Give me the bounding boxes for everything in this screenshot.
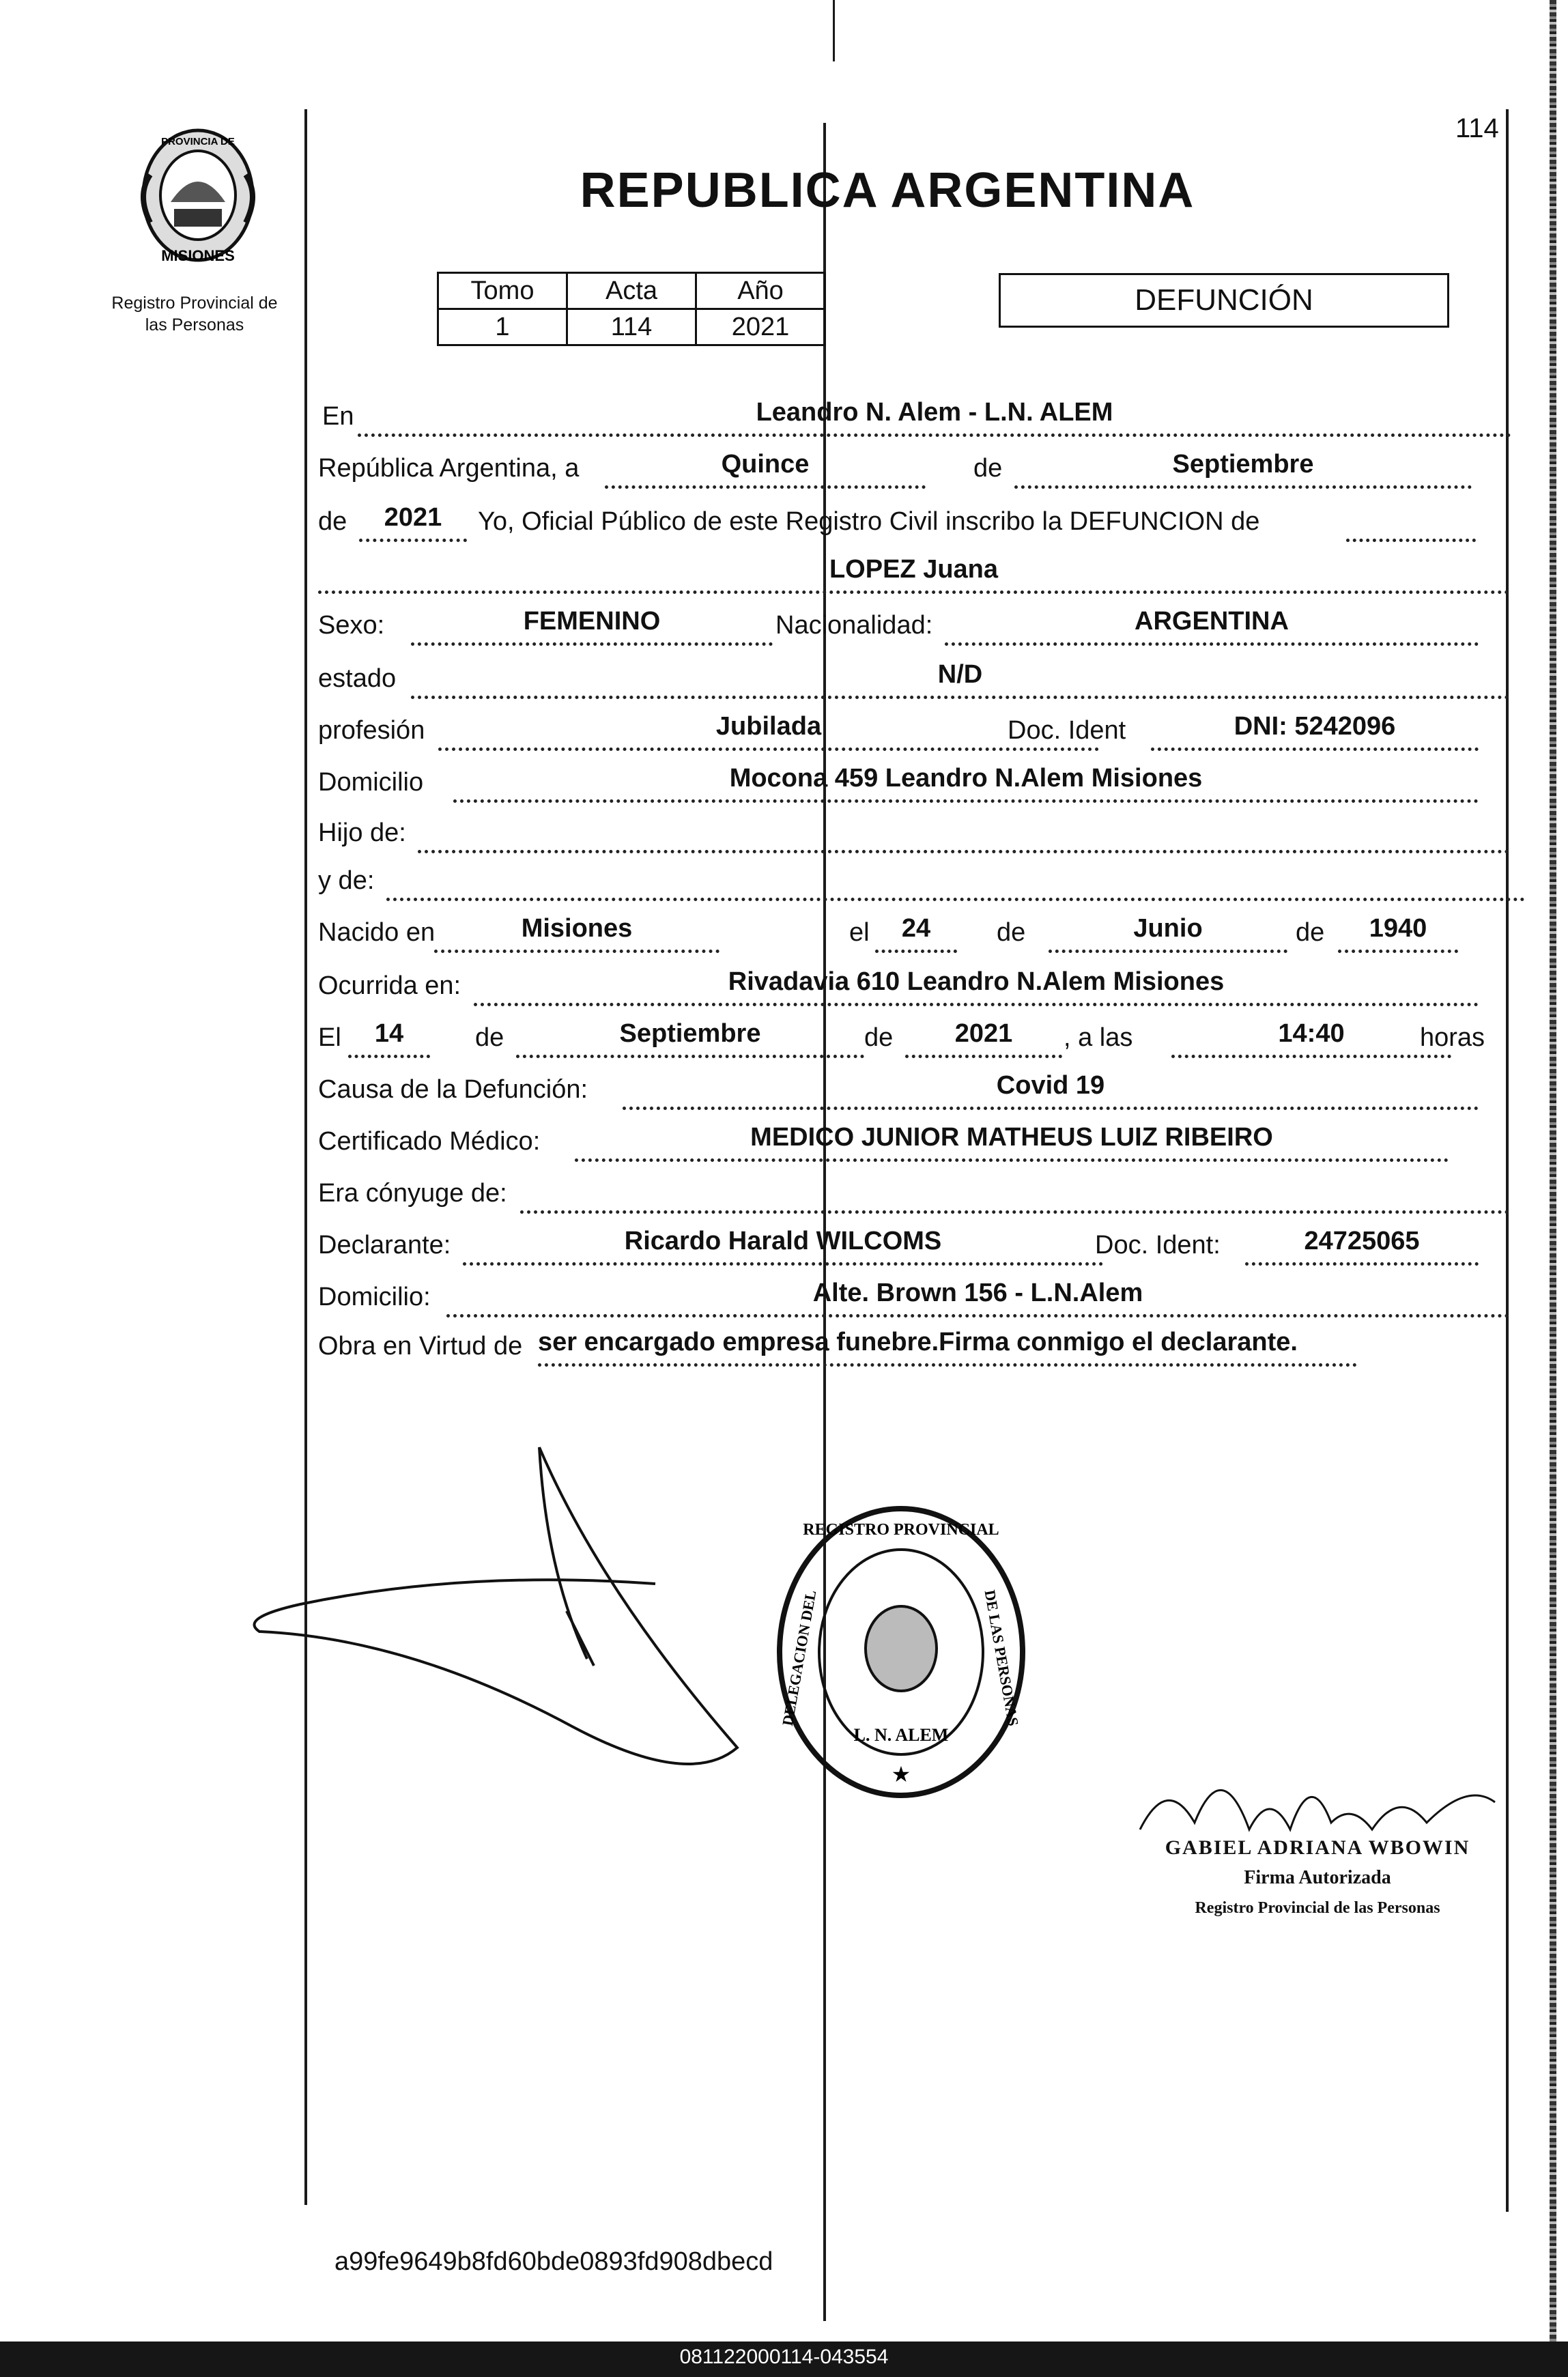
row-profesion: profesión Jubilada Doc. Ident DNI: 5242096 bbox=[318, 710, 1479, 751]
declarante-domicilio-value: Alte. Brown 156 - L.N.Alem bbox=[812, 1279, 1143, 1307]
official-stamp bbox=[771, 1502, 1031, 1816]
row-certificado: Certificado Médico: MEDICO JUNIOR MATHEUS LUIZ RIBEIRO bbox=[318, 1121, 1449, 1162]
ref-value-tomo: 1 bbox=[438, 309, 567, 345]
stamp-right-text: DE LAS PERSONAS bbox=[981, 1589, 1023, 1728]
stamp-bottom-text: L. N. ALEM bbox=[853, 1725, 949, 1745]
profesion-value: Jubilada bbox=[715, 712, 822, 741]
deceased-name: LOPEZ Juana bbox=[829, 555, 999, 584]
ref-header-acta: Acta bbox=[567, 273, 696, 309]
scan-edge-right bbox=[1550, 0, 1556, 2342]
stamp-top-text: REGISTRO PROVINCIAL bbox=[803, 1521, 999, 1539]
birth-year-value: 1940 bbox=[1369, 914, 1427, 943]
stamp-left-text: DELEGACION DEL bbox=[778, 1589, 820, 1727]
declarante-value: Ricardo Harald WILCOMS bbox=[624, 1227, 942, 1255]
reference-table bbox=[437, 272, 826, 346]
row-inscribo: de 2021 Yo, Oficial Público de este Registro Civil inscribo la DEFUNCION de bbox=[318, 501, 1479, 542]
authority-name: GABIEL ADRIANA WBOWIN bbox=[1165, 1836, 1470, 1859]
row-sexo: Sexo: FEMENINO Nacionalidad: ARGENTINA bbox=[318, 605, 1479, 646]
authority-block bbox=[1140, 1833, 1495, 1923]
certificado-value: MEDICO JUNIOR MATHEUS LUIZ RIBEIRO bbox=[750, 1123, 1273, 1152]
page-number: 114 bbox=[1455, 113, 1499, 143]
row-declarante: Declarante: Ricardo Harald WILCOMS Doc. Ident: 24725065 bbox=[318, 1225, 1479, 1266]
row-deceased bbox=[318, 553, 1509, 594]
row-hijo: Hijo de: bbox=[318, 812, 1509, 853]
row-conyuge: Era cónyuge de: bbox=[318, 1173, 1509, 1214]
death-day-value: 14 bbox=[374, 1019, 404, 1048]
row-domicilio: Domicilio Mocona 459 Leandro N.Alem Misiones bbox=[318, 762, 1479, 803]
row-obra: Obra en Virtud de ser encargado empresa funebre.Firma conmigo el declarante. bbox=[318, 1326, 1479, 1367]
ref-value-acta: 114 bbox=[567, 309, 696, 345]
row-yde: y de: bbox=[318, 860, 1525, 901]
doc-value: DNI: 5242096 bbox=[1234, 712, 1396, 741]
estado-value: N/D bbox=[937, 660, 983, 689]
star-icon: ★ bbox=[891, 1761, 911, 1787]
row-estado: estado N/D bbox=[318, 658, 1509, 699]
place-value: Leandro N. Alem - L.N. ALEM bbox=[756, 398, 1113, 427]
obra-value: ser encargado empresa funebre.Firma conmigo el declarante. bbox=[538, 1328, 1298, 1356]
death-time-value: 14:40 bbox=[1278, 1019, 1345, 1048]
scan-line-center bbox=[833, 0, 835, 61]
row-nacido: Nacido en Misiones el 24 de Junio de 1940 bbox=[318, 912, 1479, 953]
row-decl-domicilio: Domicilio: Alte. Brown 156 - L.N.Alem bbox=[318, 1277, 1509, 1318]
year-value: 2021 bbox=[384, 503, 442, 532]
document-type-box: DEFUNCIÓN bbox=[999, 273, 1449, 328]
birth-month-value: Junio bbox=[1133, 914, 1203, 943]
organization-label: Registro Provincial de las Personas bbox=[111, 294, 278, 335]
emblem-top-text: PROVINCIA DE bbox=[161, 136, 235, 147]
day-value: Quince bbox=[721, 450, 810, 479]
causa-value: Covid 19 bbox=[996, 1071, 1105, 1100]
row-ocurrida: Ocurrida en: Rivadavia 610 Leandro N.Alem Misiones bbox=[318, 965, 1479, 1006]
scan-line-left bbox=[304, 109, 307, 2205]
row-date: República Argentina, a Quince de Septiembre bbox=[318, 448, 1479, 489]
ocurrida-value: Rivadavia 610 Leandro N.Alem Misiones bbox=[728, 967, 1225, 996]
birth-place-value: Misiones bbox=[521, 914, 633, 943]
row-en: En Leandro N. Alem - L.N. ALEM bbox=[318, 396, 1509, 437]
death-month-value: Septiembre bbox=[619, 1019, 761, 1048]
authority-org: Registro Provincial de las Personas bbox=[1195, 1899, 1440, 1917]
nacionalidad-value: ARGENTINA bbox=[1135, 607, 1289, 636]
declarante-doc-value: 24725065 bbox=[1304, 1227, 1420, 1255]
ref-header-anio: Año bbox=[696, 273, 825, 309]
document-hash: a99fe9649b8fd60bde0893fd908dbecd bbox=[334, 2247, 773, 2276]
authority-role: Firma Autorizada bbox=[1244, 1867, 1391, 1888]
sexo-value: FEMENINO bbox=[523, 607, 661, 636]
birth-day-value: 24 bbox=[901, 914, 931, 943]
domicilio-value: Mocona 459 Leandro N.Alem Misiones bbox=[729, 764, 1203, 793]
country-title: REPUBLICA ARGENTINA bbox=[580, 163, 1195, 218]
month-value: Septiembre bbox=[1172, 450, 1314, 479]
ref-value-anio: 2021 bbox=[696, 309, 825, 345]
death-year-value: 2021 bbox=[954, 1019, 1013, 1048]
declarant-signature bbox=[246, 1434, 765, 1789]
barcode-text: 081122000114-043554 bbox=[679, 2346, 889, 2368]
emblem-bottom-text: MISIONES bbox=[161, 247, 235, 264]
row-death-date: El 14 de Septiembre de 2021 , a las 14:40 horas bbox=[318, 1017, 1529, 1058]
row-causa: Causa de la Defunción: Covid 19 bbox=[318, 1069, 1479, 1110]
ref-header-tomo: Tomo bbox=[438, 273, 567, 309]
